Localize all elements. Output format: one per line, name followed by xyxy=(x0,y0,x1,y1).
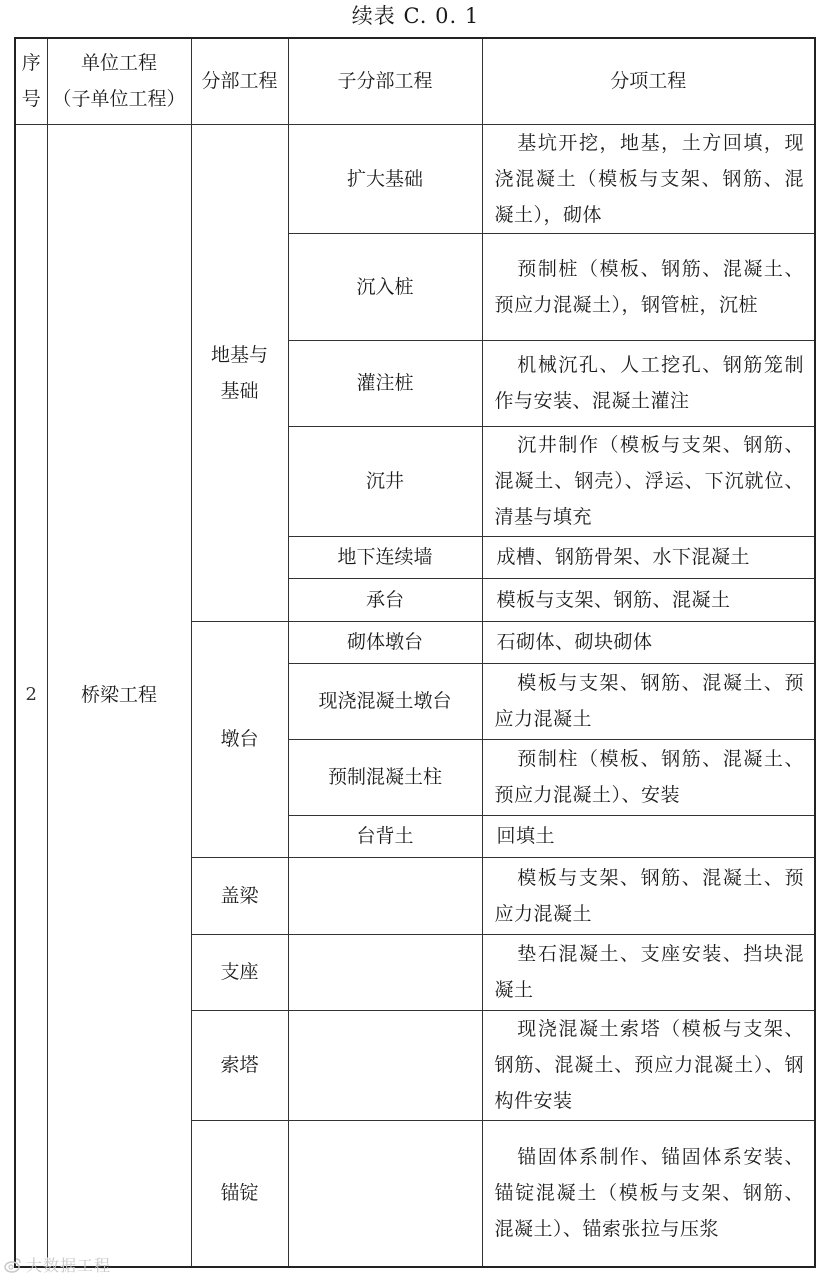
engineering-division-table xyxy=(14,37,816,1268)
subdivision-cell xyxy=(288,1010,482,1120)
subdivision-cell: 沉井 xyxy=(288,426,482,536)
division-cell-tower: 索塔 xyxy=(191,1010,288,1120)
subdivision-cell: 砌体墩台 xyxy=(288,621,482,663)
header-subdivision: 子分部工程 xyxy=(288,38,482,124)
division-foundation-line2: 基础 xyxy=(220,379,259,402)
subdivision-cell: 地下连续墙 xyxy=(288,536,482,578)
item-cell: 模板与支架、钢筋、混凝土、预应力混凝土 xyxy=(482,857,815,934)
division-cell-bearing: 支座 xyxy=(191,934,288,1010)
header-item: 分项工程 xyxy=(482,38,815,124)
header-row xyxy=(15,38,815,124)
division-cell-capbeam: 盖梁 xyxy=(191,857,288,934)
item-cell: 石砌体、砌块砌体 xyxy=(482,621,815,663)
seq-cell: 2 xyxy=(15,124,47,1267)
division-cell-anchorage: 锚锭 xyxy=(191,1120,288,1267)
division-foundation-line1: 地基与 xyxy=(210,343,268,366)
header-seq xyxy=(15,38,47,124)
header-unit-line2: （子单位工程） xyxy=(52,88,186,111)
item-cell: 模板与支架、钢筋、混凝土、预应力混凝土 xyxy=(482,663,815,739)
header-unit-line1: 单位工程 xyxy=(80,52,157,75)
item-cell: 垫石混凝土、支座安装、挡块混凝土 xyxy=(482,934,815,1010)
watermark xyxy=(4,1253,111,1276)
subdivision-cell: 预制混凝土柱 xyxy=(288,739,482,815)
watermark-text: 大数据工程 xyxy=(26,1256,112,1275)
item-cell: 模板与支架、钢筋、混凝土 xyxy=(482,578,815,621)
subdivision-cell: 现浇混凝土墩台 xyxy=(288,663,482,739)
header-seq-line1: 序 xyxy=(21,52,41,75)
table-row xyxy=(15,124,815,233)
subdivision-cell xyxy=(288,1120,482,1267)
item-cell: 回填土 xyxy=(482,815,815,857)
division-cell-pier: 墩台 xyxy=(191,621,288,857)
division-cell-foundation xyxy=(191,124,288,621)
item-cell: 预制桩（模板、钢筋、混凝土、预应力混凝土），钢管桩，沉桩 xyxy=(482,233,815,340)
header-division: 分部工程 xyxy=(191,38,288,124)
header-seq-line2: 号 xyxy=(21,88,41,111)
subdivision-cell: 沉入桩 xyxy=(288,233,482,340)
subdivision-cell: 承台 xyxy=(288,578,482,621)
weibo-logo-icon xyxy=(4,1257,22,1273)
subdivision-cell: 灌注桩 xyxy=(288,340,482,426)
subdivision-cell xyxy=(288,934,482,1010)
item-cell: 机械沉孔、人工挖孔、钢筋笼制作与安装、混凝土灌注 xyxy=(482,340,815,426)
subdivision-cell: 扩大基础 xyxy=(288,124,482,233)
subdivision-cell: 台背土 xyxy=(288,815,482,857)
page-title: 续表 C. 0. 1 xyxy=(351,4,480,28)
subdivision-cell xyxy=(288,857,482,934)
unit-cell: 桥梁工程 xyxy=(47,124,191,1267)
item-cell: 锚固体系制作、锚固体系安装、锚锭混凝土（模板与支架、钢筋、混凝土）、锚索张拉与压浆 xyxy=(482,1120,815,1267)
item-cell: 现浇混凝土索塔（模板与支架、钢筋、混凝土、预应力混凝土）、钢构件安装 xyxy=(482,1010,815,1120)
header-unit xyxy=(47,38,191,124)
item-cell: 基坑开挖，地基，土方回填，现浇混凝土（模板与支架、钢筋、混凝土），砌体 xyxy=(482,124,815,233)
item-cell: 预制柱（模板、钢筋、混凝土、预应力混凝土）、安装 xyxy=(482,739,815,815)
item-cell: 成槽、钢筋骨架、水下混凝土 xyxy=(482,536,815,578)
item-cell: 沉井制作（模板与支架、钢筋、混凝土、钢壳）、浮运、下沉就位、清基与填充 xyxy=(482,426,815,536)
